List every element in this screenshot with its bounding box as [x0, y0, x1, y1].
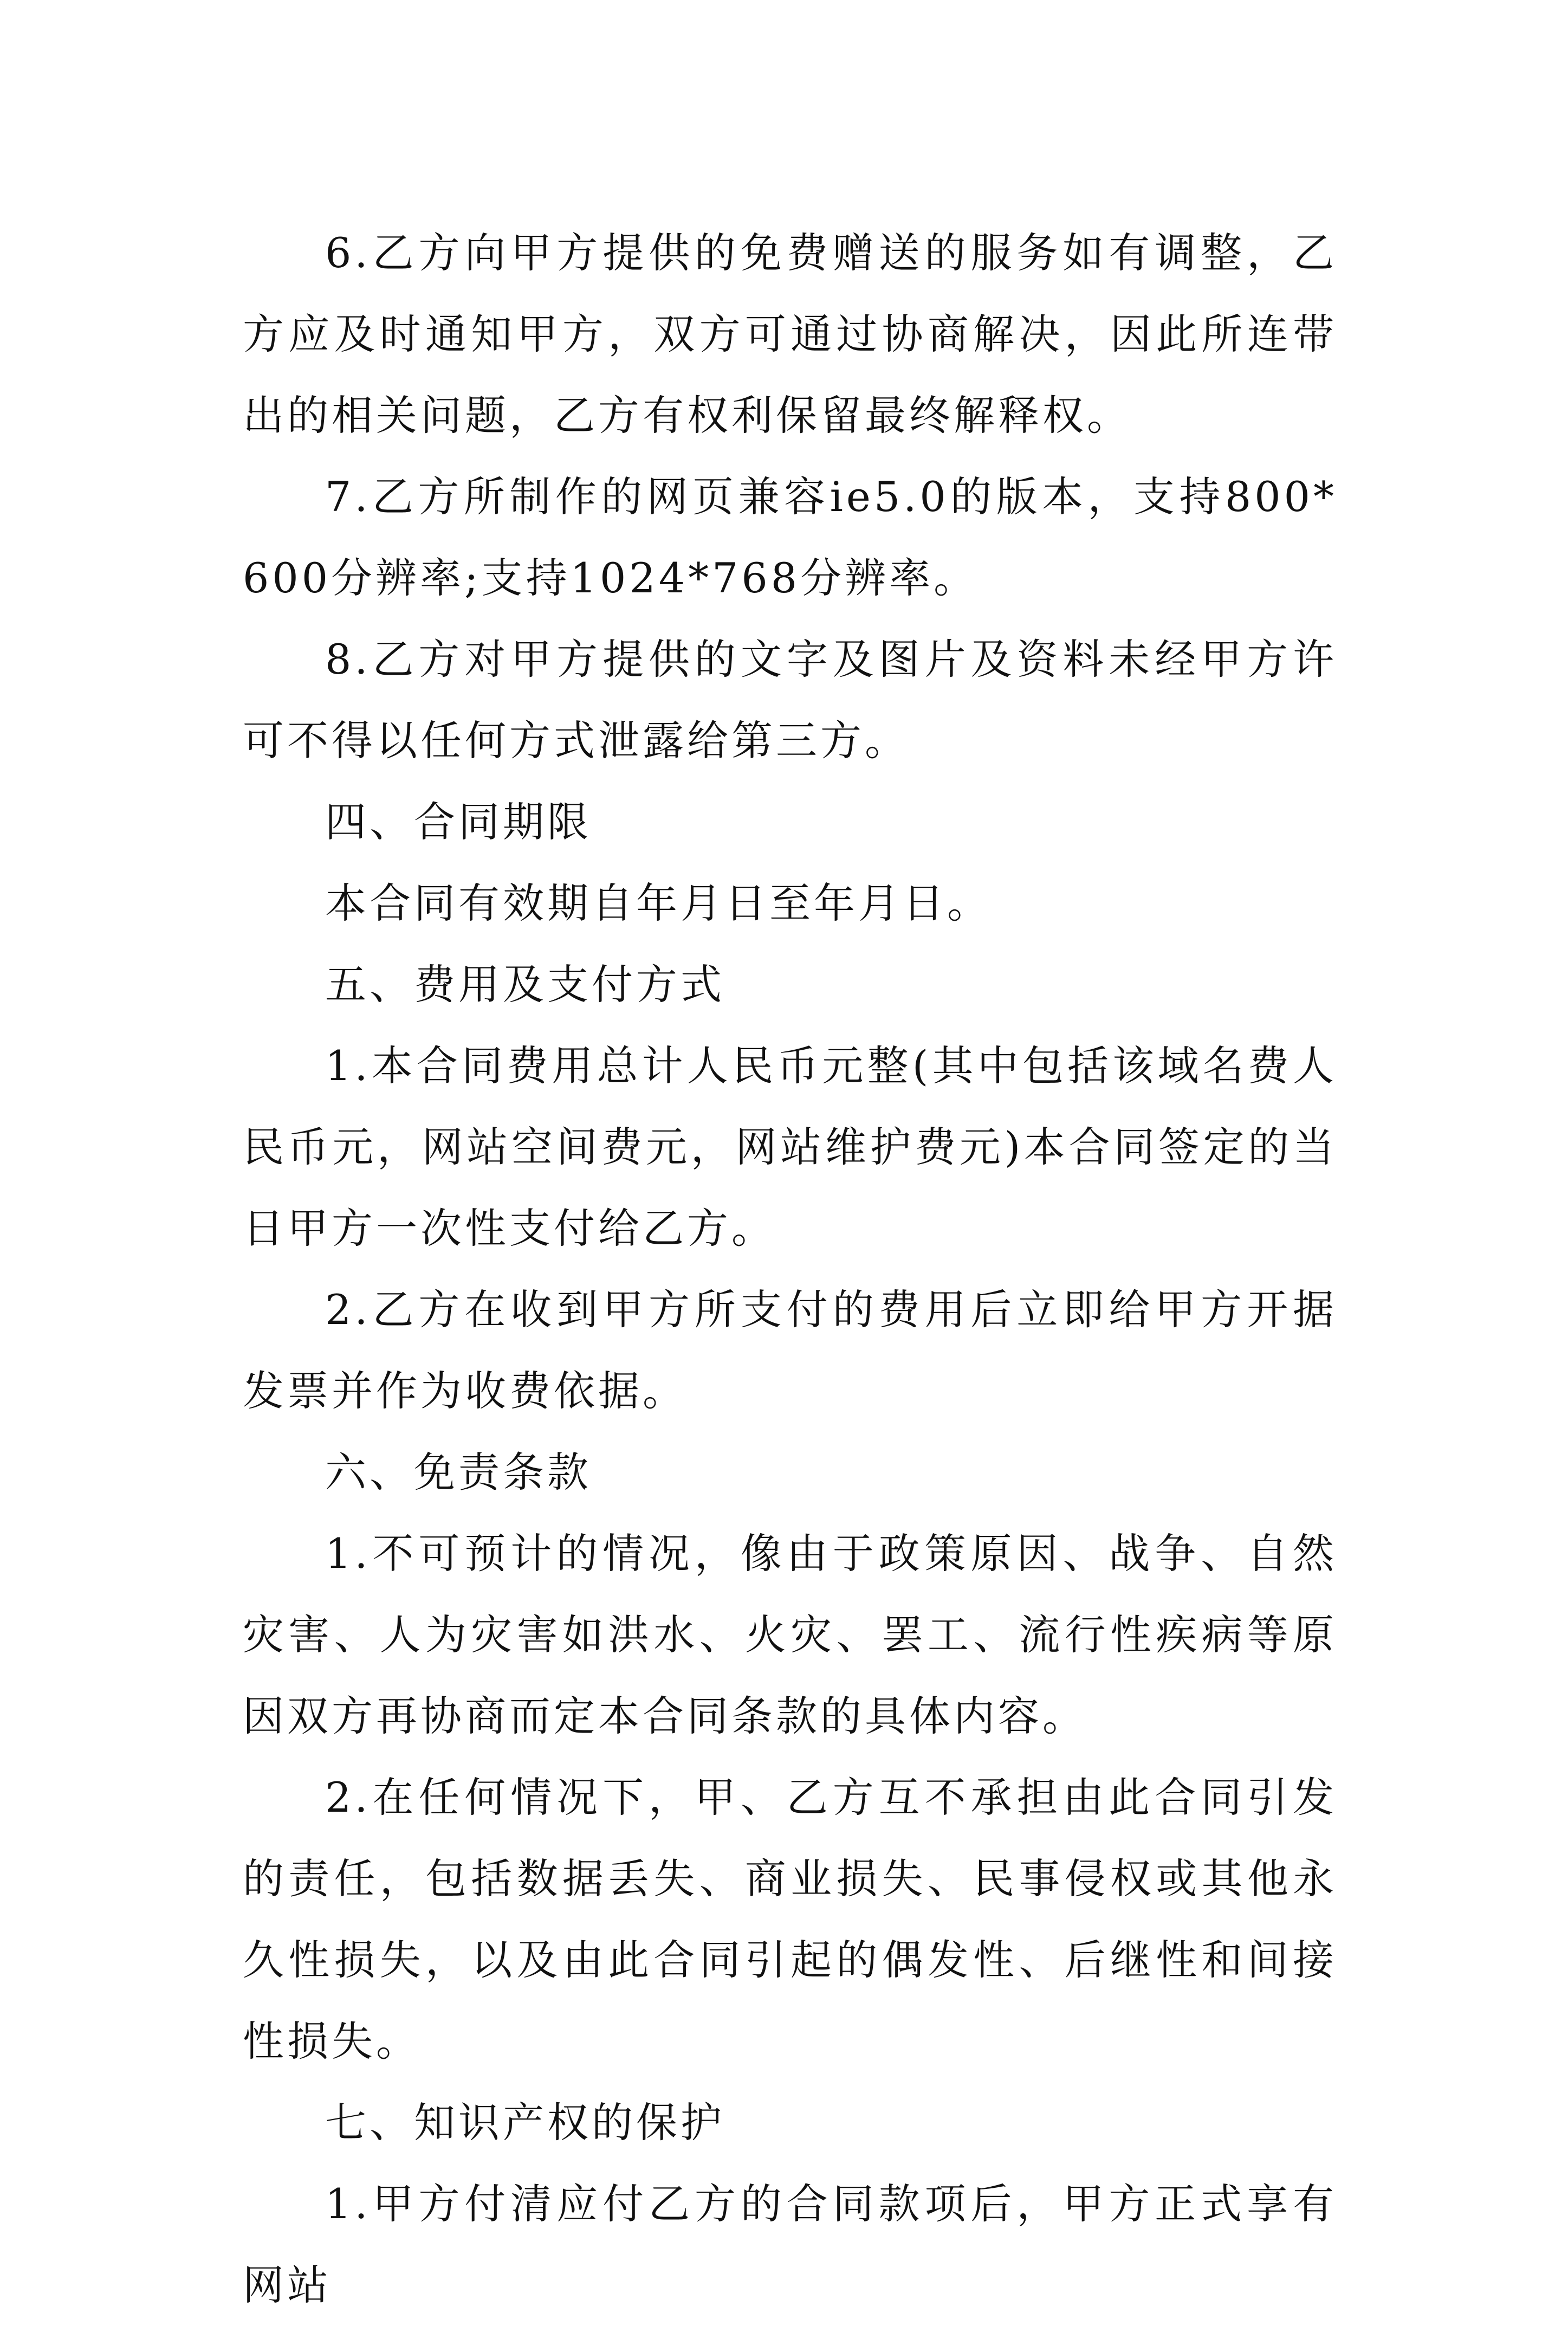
section-6-clause-2: 2.在任何情况下，甲、乙方互不承担由此合同引发的责任，包括数据丢失、商业损失、民事侵权或其他永久性损失，以及由此合同引起的偶发性、后继性和间接性损失。 — [243, 1773, 1337, 2065]
document-body — [243, 212, 1337, 2326]
section-7-heading: 七、知识产权的保护 — [325, 2098, 725, 2147]
section-5-clause-1: 1.本合同费用总计人民币元整(其中包括该域名费人民币元，网站空间费元，网站维护费元)本合同签定的当日甲方一次性支付给乙方。 — [243, 1042, 1337, 1252]
clause-7-browser-compatibility: 7.乙方所制作的网页兼容ie5.0的版本，支持800*600分辨率;支持1024*768分辨率。 — [243, 473, 1337, 602]
section-5-heading: 五、费用及支付方式 — [325, 960, 725, 1009]
section-7-clause-1: 1.甲方付清应付乙方的合同款项后，甲方正式享有网站 — [243, 2180, 1337, 2309]
section-4-heading: 四、合同期限 — [325, 798, 592, 846]
clause-6-service-adjustment: 6.乙方向甲方提供的免费赠送的服务如有调整，乙方应及时通知甲方，双方可通过协商解决，因此所连带出的相关问题，乙方有权利保留最终解释权。 — [243, 229, 1337, 440]
section-6-heading: 六、免责条款 — [325, 1448, 592, 1496]
section-6-clause-1: 1.不可预计的情况，像由于政策原因、战争、自然灾害、人为灾害如洪水、火灾、罢工、流行性疾病等原因双方再协商而定本合同条款的具体内容。 — [243, 1529, 1337, 1740]
section-5-clause-2: 2.乙方在收到甲方所支付的费用后立即给甲方开据发票并作为收费依据。 — [243, 1285, 1337, 1415]
section-4-term: 本合同有效期自年月日至年月日。 — [325, 879, 992, 927]
clause-8-confidentiality: 8.乙方对甲方提供的文字及图片及资料未经甲方许可不得以任何方式泄露给第三方。 — [243, 635, 1337, 765]
